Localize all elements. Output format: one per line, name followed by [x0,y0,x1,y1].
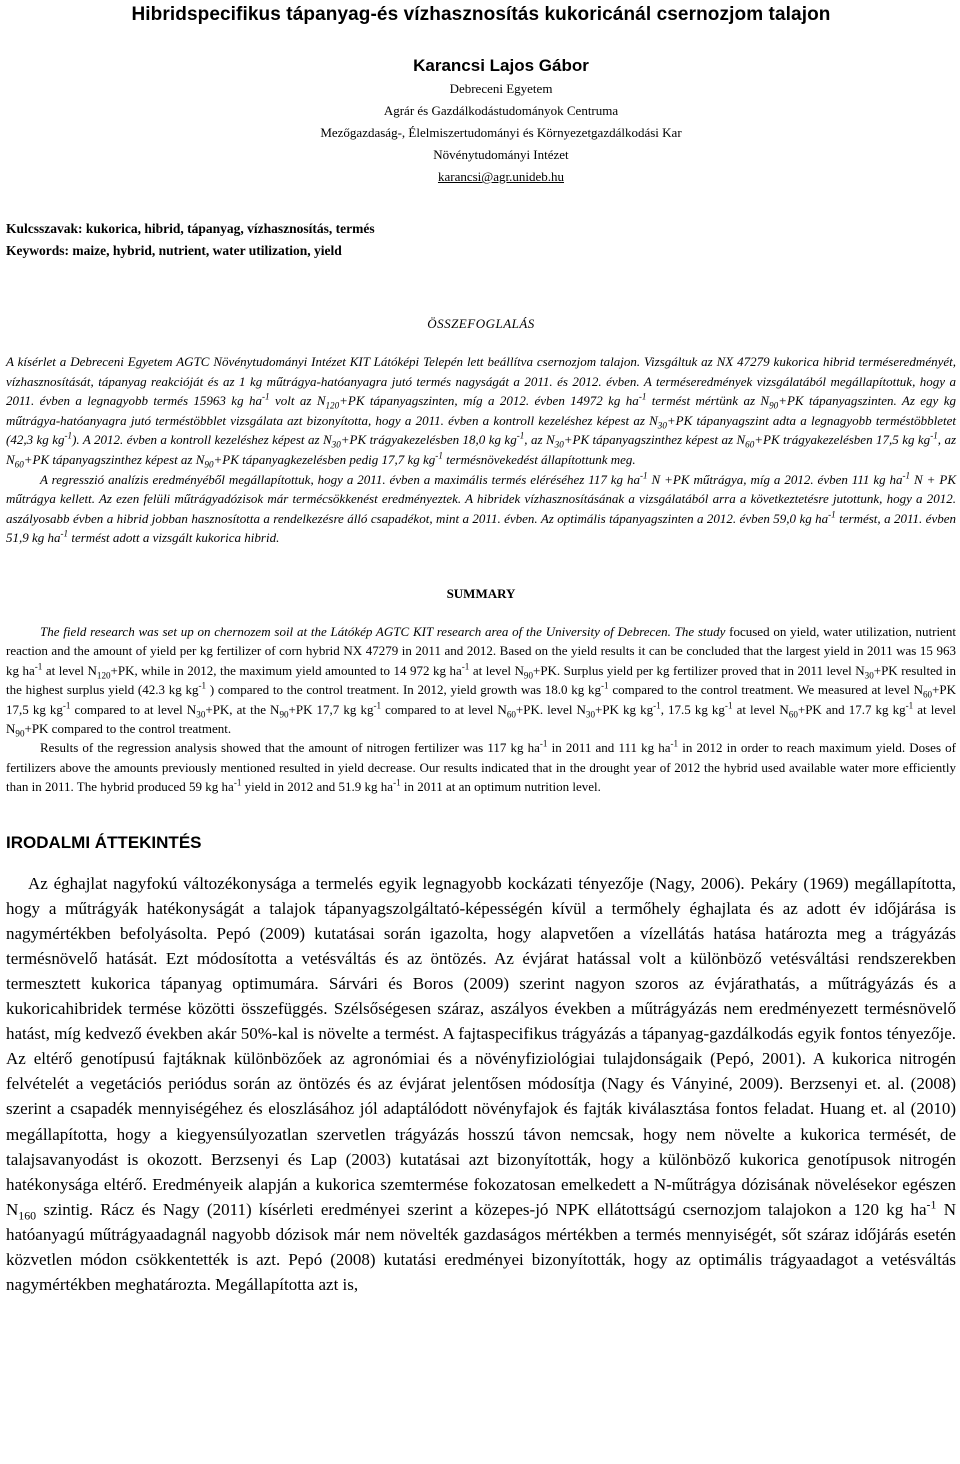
keywords-english: Keywords: maize, hybrid, nutrient, water utilization, yield [6,243,342,258]
keywords-hungarian: Kulcsszavak: kukorica, hibrid, tápanyag, vízhasznosítás, termés [6,221,375,236]
abstract-heading: ÖSSZEFOGLALÁS [427,316,535,331]
abstract-body [6,352,956,548]
affiliation-line: Debreceni Egyetem [449,81,553,96]
affiliation-block [6,78,956,188]
literature-paragraph: Az éghajlat nagyfokú változékonysága a termelés egyik legnagyobb kockázati tényezője (Nagy, 2006). Pekáry (1969) megállapította, hogy a műtrágyák hatékonyságát a talajok tápanyagszolgáltató-képességén kívül a termőhely éghajlata és az adott év időjárása is nagymértékben befolyásolta. Pepó (2009) kutatásai során igazolta, hogy alapvetően a vízellátás hatása határozta meg a trágyázás termésnövelő hatását. Ezt módosította a vetésváltás és az öntözés. Az évjárat hatással volt a különböző vetésváltási rendszerekben termesztett kukorica tápanyag optimumára. Sárvári és Boros (2009) szerint nagyon szoros az évjárathatás, a műtrágyázás és a kukoricahibridek termése közötti összefüggés. Szélsőségesen száraz, aszályos években a műtrágyázás nem eredményezett termésnövelő hatást, míg kedvező években akár 50%-kal is növelte a termést. A fajtaspecifikus trágyázás a tápanyag-gazdálkodás egyik fontos tényezője. Az eltérő genotípusú fajtáknak különbözőek az agronómiai és a növényfiziológiai tulajdonságaik (Pepó, 2001). A kukorica nitrogén felvételét a vegetációs periódus során az öntözés és az évjárat jelentősen módosítja (Nagy és Ványiné, 2009). Berzsenyi et. al. (2008) szerint a csapadék mennyiségéhez és eloszlásához jól adaptálódott növényfajok és fajták kiválasztása fontos feladat. Huang et. al (2010) megállapította, hogy a kiegyensúlyozatlan szervetlen trágyázás hosszú távon nemcsak, hogy nem növelte a kukorica termését, de talajsavanyodást is okozott. Berzsenyi és Lap (2003) kutatásai azt bizonyították, hogy a különböző kukorica genotípusok nitrogén hatékonysága eltérő. Eredményeik alapján a kukorica szemtermése fokozatosan emelkedett a N-műtrágya dózisának növelésekor egészen $N_{160}$ szintig. Rácz és Nagy (2011) kísérleti eredményei szerint a közepes-jó NPK ellátottságú csernozjom talajokon a 120 kg $ha^{-1}$ N hatóanyagú műtrágyaadagnál nagyobb dózisok már nem növelték gazdaságos mértékben a termés mennyiségét, sőt száraz időjárás esetén közvetlen módon csökkentették is azt. Pepó (2008) kutatási eredményei bizonyították, hogy az optimális trágyaadagot a vetésváltás nagymértékben meghatározta. Megállapította azt is, [6,873,956,1295]
email-link[interactable]: karancsi@agr.unideb.hu [437,169,565,184]
affiliation-line: Mezőgazdaság-, Élelmiszertudományi és Környezetgazdálkodási Kar [320,125,682,140]
literature-body [6,871,956,1298]
summary-paragraph: The field research was set up on chernozem soil at the Látókép AGTC KIT research area of the University of Debrecen. The study focused on yield, water utilization, nutrient reaction and the amount of yield per kg fertilizer of corn hybrid NX 47279 in 2011 and 2012. Based on the yield results it can be concluded that the largest yield in 2011 was 15 963 kg $ha^{-1}$ at level $N_{120}+PK$, while in 2012, the maximum yield amounted to 14 972 kg $ha^{-1}$ at level $N_{90}+PK$. Surplus yield per kg fertilizer proved that in 2011 level $N_{30}+PK$ resulted in the highest surplus yield (42.3 kg $kg^{-1}$ ) compared to the control treatment. In 2012, yield growth was 18.0 kg $kg^{-1}$ compared to the control treatment. We measured at level $N_{60}+PK$ 17,5 kg $kg^{-1}$ compared to at level $N_{30}+PK$, at the $N_{90}+PK$ 17,7 kg $kg^{-1}$ compared to at level $N_{60}+PK$. level $N_{30}+PK$ kg $kg^{-1}$, 17.5 kg $kg^{-1}$ at level $N_{60}+PK$ and 17.7 kg $kg^{-1}$ at level $N_{90}+PK$ compared to the control treatment. [6,623,957,739]
literature-heading: IRODALMI ÁTTEKINTÉS [6,832,202,852]
abstract-paragraph: A kísérlet a Debreceni Egyetem AGTC Növénytudományi Intézet KIT Látóképi Telepén lett beállítva csernozjom talajon. Vizsgáltuk az NX 47279 kukorica hibrid terméseredményét, vízhasznosítását, tápanyag reakcióját és az 1 kg műtrágya-hatóanyagra jutó termés nagyságát a 2011. és 2012. évben. A terméseredmények vizsgálatából megállapítottuk, hogy a 2011. évben a legnagyobb termés 15963 kg $ha^{-1}$ volt az $N_{120}+PK$ tápanyagszinten, míg a 2012. évben 14972 kg $ha^{-1}$ termést mértünk az $N_{90}+PK$ tápanyagszinten. Az egy kg műtrágya-hatóanyagra jutó terméstöbblet vizsgálata azt bizonyította, hogy a 2011. évben a kontroll kezeléshez képest az $N_{30}+PK$ tápanyagszint adta a legnagyobb terméstöbbletet (42,3 kg $kg^{-1}$). A 2012. évben a kontroll kezeléshez képest az $N_{30}+PK$ trágyakezelésben 18,0 kg $kg^{-1}$, az $N_{30}+PK$ tápanyagszinthez képest az $N_{60}+PK$ trágyakezelésben 17,5 kg $kg^{-1}$, az $N_{60}+PK$ tápanyagszinthez képest az $N_{90}+PK$ tápanyagkezelésben pedig 17,7 kg $kg^{-1}$ termésnövekedést állapítottunk meg. [6,354,957,470]
summary-body [6,622,956,797]
summary-heading: SUMMARY [446,585,516,601]
summary-paragraph: Results of the regression analysis showed that the amount of nitrogen fertilizer was 117 kg $ha^{-1}$ in 2011 and 111 kg $ha^{-1}$ in 2012 in order to reach maximum yield. Doses of fertilizers above the amounts previously mentioned resulted in yield decrease. Our results indicated that in the drought year of 2012 the hybrid used available water more efficiently than in 2011. The hybrid produced 59 kg $ha^{-1}$ yield in 2012 and 51.9 kg $ha^{-1}$ in 2011 at an optimum nutrition level. [6,739,956,795]
affiliation-line: Növénytudományi Intézet [433,147,569,162]
abstract-paragraph: A regresszió analízis eredményéből megállapítottuk, hogy a 2011. évben a maximális termés eléréséhez 117 kg $ha^{-1}$ N +PK műtrágya, míg a 2012. évben 111 kg $ha^{-1}$ N + PK műtrágya kellett. Az ezen felüli műtrágyadózisok már termécsökkenést eredményeztek. A hibridek vízhasznosításának a vizsgálatából arra a következtetésre jutottunk, hogy a 2012. aszályosabb évben a hibrid jobban hasznosította a rendelkezésre álló csapadékot, mint a 2011. évben. Az optimális tápanyagszinten a 2012. évben 59,0 kg $ha^{-1}$ termést, a 2011. évben 51,9 kg $ha^{-1}$ termést adott a vizsgált kukorica hibrid. [6,470,956,546]
paper-page [6,0,956,1297]
author-email[interactable] [46,166,956,188]
keywords-block [6,218,956,262]
affiliation-line: Agrár és Gazdálkodástudományok Centruma [383,103,619,118]
author-name: Karancsi Lajos Gábor [413,56,589,75]
paper-title: Hibridspecifikus tápanyag-és vízhasznosítás kukoricánál csernozjom talajon [131,4,831,25]
